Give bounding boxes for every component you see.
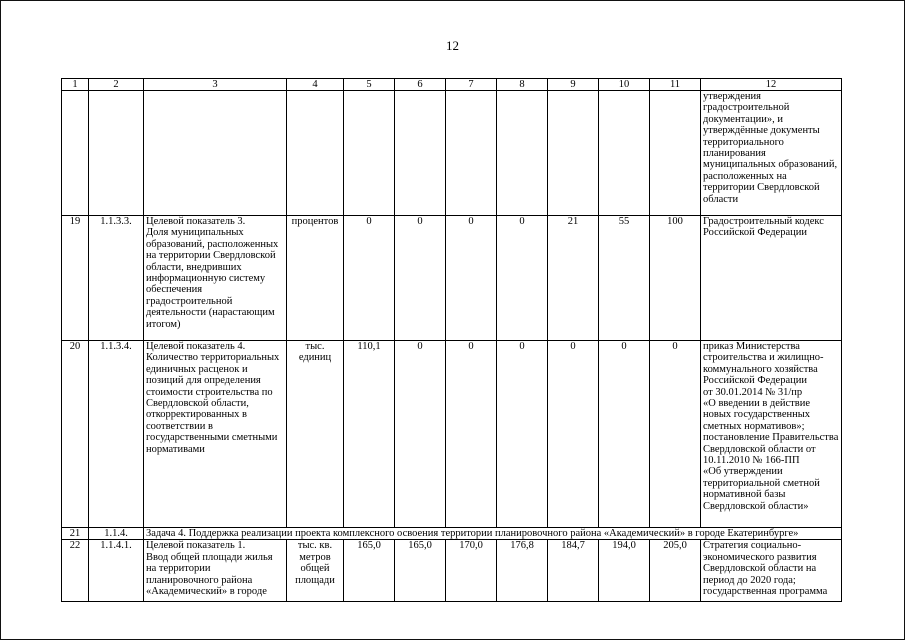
value-cell: 176,8: [497, 540, 548, 602]
value-cell: 0: [395, 216, 446, 341]
basis-document-cell: приказ Министерства строительства и жилищно- коммунального хозяйства Российской Федерации от 30.01.2014 № 31/пр «О введении в действие новых государственных сметных нормативов»; постановление Правительства Свердловской области от 10.11.2010 № 166-ПП «Об утверждении территориальной сметной нормативной базы Свердловской области»: [701, 341, 842, 528]
column-header: 5: [344, 79, 395, 91]
row-number: 22: [62, 540, 89, 602]
value-cell: 0: [497, 216, 548, 341]
value-cell: 110,1: [344, 341, 395, 528]
task-row: [62, 528, 842, 540]
column-header: 12: [701, 79, 842, 91]
value-cell: 184,7: [548, 540, 599, 602]
row-number: 19: [62, 216, 89, 341]
column-header: 11: [650, 79, 701, 91]
column-header: 7: [446, 79, 497, 91]
value-cell: 165,0: [344, 540, 395, 602]
basis-document-cell: утверждения градостроительной документации», и утверждённые документы территориального планирования муниципальных образований, расположенных на территории Свердловской области: [701, 91, 842, 216]
value-cell: 205,0: [650, 540, 701, 602]
value-cell: 0: [446, 216, 497, 341]
column-number-row: [62, 79, 842, 91]
value-cell: 21: [548, 216, 599, 341]
unit-cell: процентов: [287, 216, 344, 341]
column-header: 4: [287, 79, 344, 91]
value-cell: 55: [599, 216, 650, 341]
value-cell: 0: [395, 341, 446, 528]
task-title: Задача 4. Поддержка реализации проекта комплексного освоения территории планировочного района «Академический» в городе Екатеринбурге»: [144, 528, 842, 540]
unit-cell: тыс. кв. метров общей площади: [287, 540, 344, 602]
row-code: 1.1.4.1.: [89, 540, 144, 602]
value-cell: 100: [650, 216, 701, 341]
basis-document-cell: Стратегия социально- экономического развития Свердловской области на период до 2020 года; государственная программа: [701, 540, 842, 602]
page-number: 12: [446, 38, 459, 53]
value-cell: 0: [650, 341, 701, 528]
indicators-table: [61, 78, 842, 602]
indicator-name: Целевой показатель 4. Количество территориальных единичных расценок и позиций для определения стоимости строительства по Свердловской области, откорректированных в соответствии в государственными сметными нормативами: [144, 341, 287, 528]
column-header: 6: [395, 79, 446, 91]
value-cell: 194,0: [599, 540, 650, 602]
value-cell: 0: [599, 341, 650, 528]
row-code: 1.1.3.4.: [89, 341, 144, 528]
table-row: [62, 216, 842, 341]
value-cell: 0: [497, 341, 548, 528]
column-header: 10: [599, 79, 650, 91]
row-number: 20: [62, 341, 89, 528]
column-header: 8: [497, 79, 548, 91]
column-header: 9: [548, 79, 599, 91]
table-row-continued: [62, 91, 842, 216]
row-number: 21: [62, 528, 89, 540]
unit-cell: тыс. единиц: [287, 341, 344, 528]
basis-document-cell: Градостроительный кодекс Российской Федерации: [701, 216, 842, 341]
table-row: [62, 341, 842, 528]
row-code: 1.1.4.: [89, 528, 144, 540]
table-row: [62, 540, 842, 602]
column-header: 3: [144, 79, 287, 91]
indicator-name: Целевой показатель 3. Доля муниципальных образований, расположенных на территории Свердловской области, внедривших информационную систему обеспечения градостроительной деятельности (нарастающим итогом): [144, 216, 287, 341]
value-cell: 170,0: [446, 540, 497, 602]
indicator-name: Целевой показатель 1. Ввод общей площади жилья на территории планировочного района «Академический» в городе: [144, 540, 287, 602]
column-header: 1: [62, 79, 89, 91]
row-code: 1.1.3.3.: [89, 216, 144, 341]
column-header: 2: [89, 79, 144, 91]
value-cell: 0: [548, 341, 599, 528]
value-cell: 0: [446, 341, 497, 528]
value-cell: 165,0: [395, 540, 446, 602]
value-cell: 0: [344, 216, 395, 341]
